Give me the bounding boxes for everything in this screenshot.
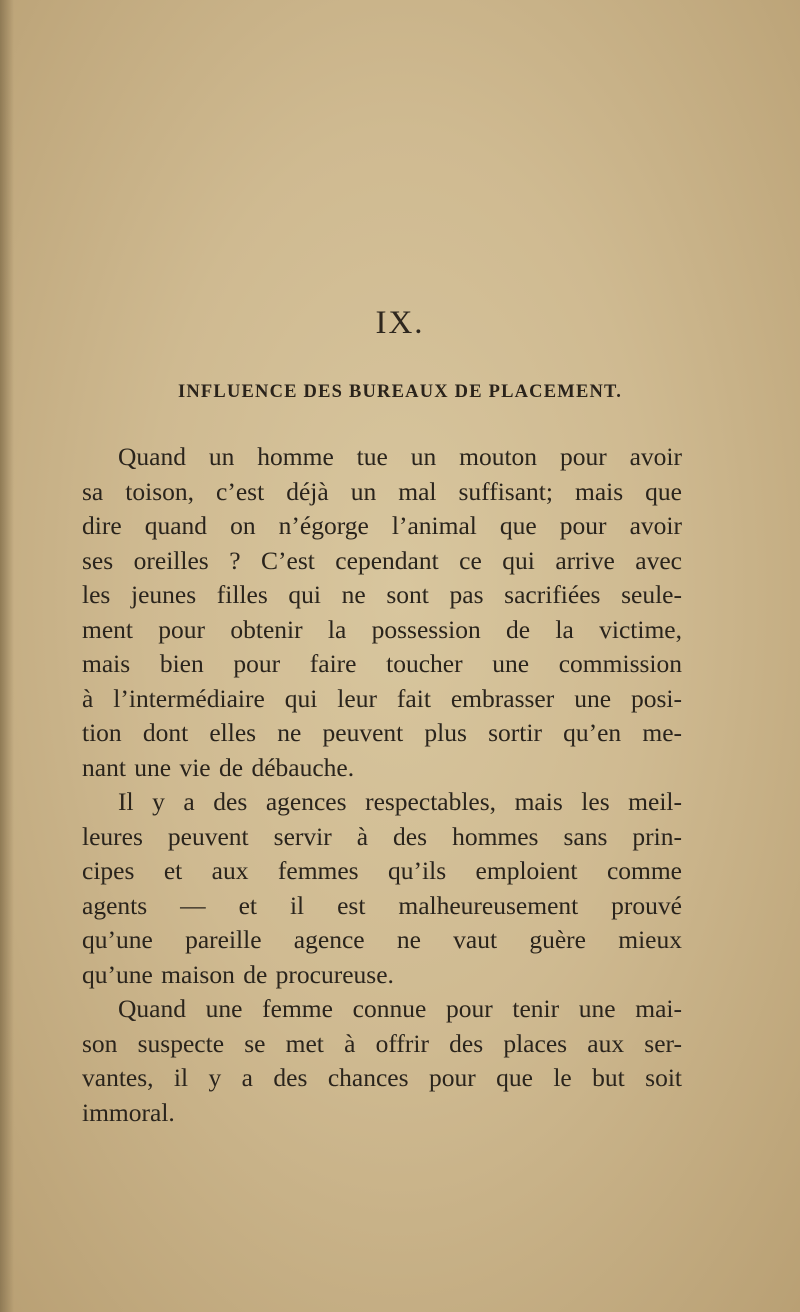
body-text: [82, 440, 682, 1130]
text-line: agents — et il est malheureusement prouvé: [82, 890, 682, 920]
chapter-number: IX.: [375, 305, 425, 341]
text-line: à l’intermédiaire qui leur fait embrasser une posi-: [82, 683, 682, 713]
text-line: qu’une pareille agence ne vaut guère mieux: [82, 925, 682, 954]
text-line: vantes, il y a des chances pour que le but soit: [82, 1063, 682, 1092]
text-line: cipes et aux femmes qu’ils emploient comme: [82, 856, 682, 885]
text-line: sa toison, c’est déjà un mal suffisant; mais que: [82, 476, 682, 506]
text-line: les jeunes filles qui ne sont pas sacrifiées seule-: [82, 580, 682, 609]
text-line: tion dont elles ne peuvent plus sortir qu’en me-: [82, 718, 682, 747]
text-line: Quand une femme connue pour tenir une mai-: [118, 994, 682, 1023]
text-line: Quand un homme tue un mouton pour avoir: [118, 442, 682, 471]
text-line: dire quand on n’égorge l’animal que pour avoir: [82, 511, 682, 540]
text-line: leures peuvent servir à des hommes sans prin-: [82, 821, 682, 851]
text-line: ment pour obtenir la possession de la victime,: [82, 614, 682, 644]
chapter-title: INFLUENCE DES BUREAUX DE PLACEMENT.: [177, 382, 623, 402]
text-line: son suspecte se met à offrir des places aux ser-: [82, 1028, 682, 1058]
text-line: nant une vie de débauche.: [82, 752, 355, 782]
text-line: immoral.: [82, 1097, 175, 1127]
text-line: qu’une maison de procureuse.: [82, 959, 394, 989]
text-line: mais bien pour faire toucher une commission: [82, 649, 682, 678]
page-edge-shadow: [0, 0, 14, 1312]
text-line: Il y a des agences respectables, mais les meil-: [118, 787, 682, 816]
text-line: ses oreilles ? C’est cependant ce qui arrive avec: [82, 545, 682, 575]
